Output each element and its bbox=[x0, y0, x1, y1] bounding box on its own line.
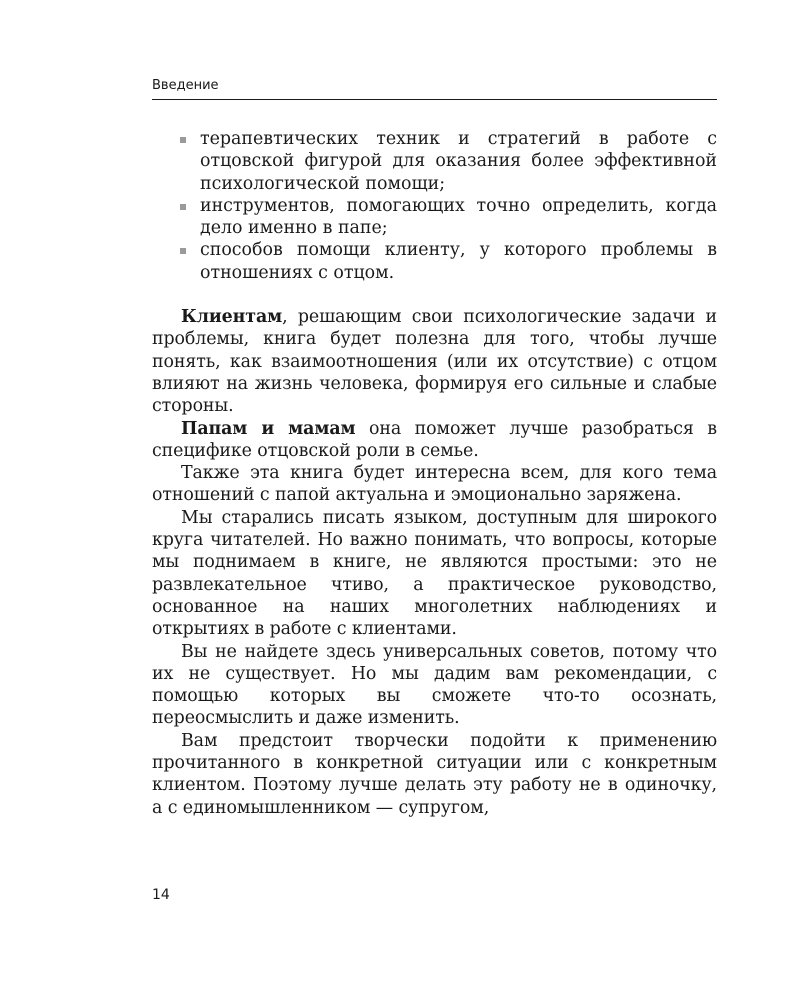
paragraph-lead: Клиентам bbox=[181, 307, 283, 328]
paragraph-parents bbox=[152, 418, 717, 463]
paragraph: Мы старались писать языком, доступным для широкого круга читателей. Но важно понимать, что вопросы, которые мы поднимаем в книге, не являются простыми: это не развлекательное чтиво, а практическое руководство, основанное на наших многолетних наблюдениях и открытиях в работе с клиентами. bbox=[152, 507, 717, 640]
square-bullet-icon bbox=[180, 137, 186, 143]
bullet-item bbox=[200, 195, 717, 240]
bullet-item bbox=[200, 239, 717, 284]
header-divider bbox=[152, 99, 717, 100]
bullet-text: терапевтических техник и стратегий в работе с отцовской фигурой для оказания более эффективной психологической помощи; bbox=[200, 129, 717, 194]
bullet-text: инструментов, помогающих точно определить, когда дело именно в папе; bbox=[200, 195, 717, 239]
paragraph-clients bbox=[152, 306, 717, 417]
running-header: Введение bbox=[152, 78, 219, 93]
bullet-item bbox=[200, 128, 717, 195]
bullet-text: способов помощи клиенту, у которого проблемы в отношениях с отцом. bbox=[200, 240, 717, 283]
paragraph-text: она поможет лучше разобраться в специфике отцовской роли в семье. bbox=[152, 418, 717, 461]
paragraph: Вы не найдете здесь универсальных советов, потому что их не существует. Но мы дадим вам рекомендации, с помощью которых вы сможете что-то осознать, переосмыслить и даже изменить. bbox=[152, 641, 717, 729]
bullet-list bbox=[152, 128, 717, 284]
square-bullet-icon bbox=[180, 204, 186, 210]
paragraph-text: , решающим свои психологические задачи и проблемы, книга будет полезна для того, чтобы лучше понять, как взаимоотношения (или их отсутствие) с отцом влияют на жизнь человека, формируя его сильные и слабые стороны. bbox=[152, 307, 717, 417]
paragraph-lead: Папам и мамам bbox=[181, 418, 356, 439]
page-body bbox=[152, 128, 717, 819]
paragraph: Вам предстоит творчески подойти к применению прочитанного в конкретной ситуации или с конкретным клиентом. Поэтому лучше делать эту работу не в одиночку, а с единомышленником — супругом, bbox=[152, 730, 717, 818]
square-bullet-icon bbox=[180, 248, 186, 254]
section-spacer bbox=[152, 284, 717, 306]
page-number: 14 bbox=[152, 887, 170, 903]
paragraph: Также эта книга будет интересна всем, для кого тема отношений с папой актуальна и эмоционально заряжена. bbox=[152, 463, 717, 506]
